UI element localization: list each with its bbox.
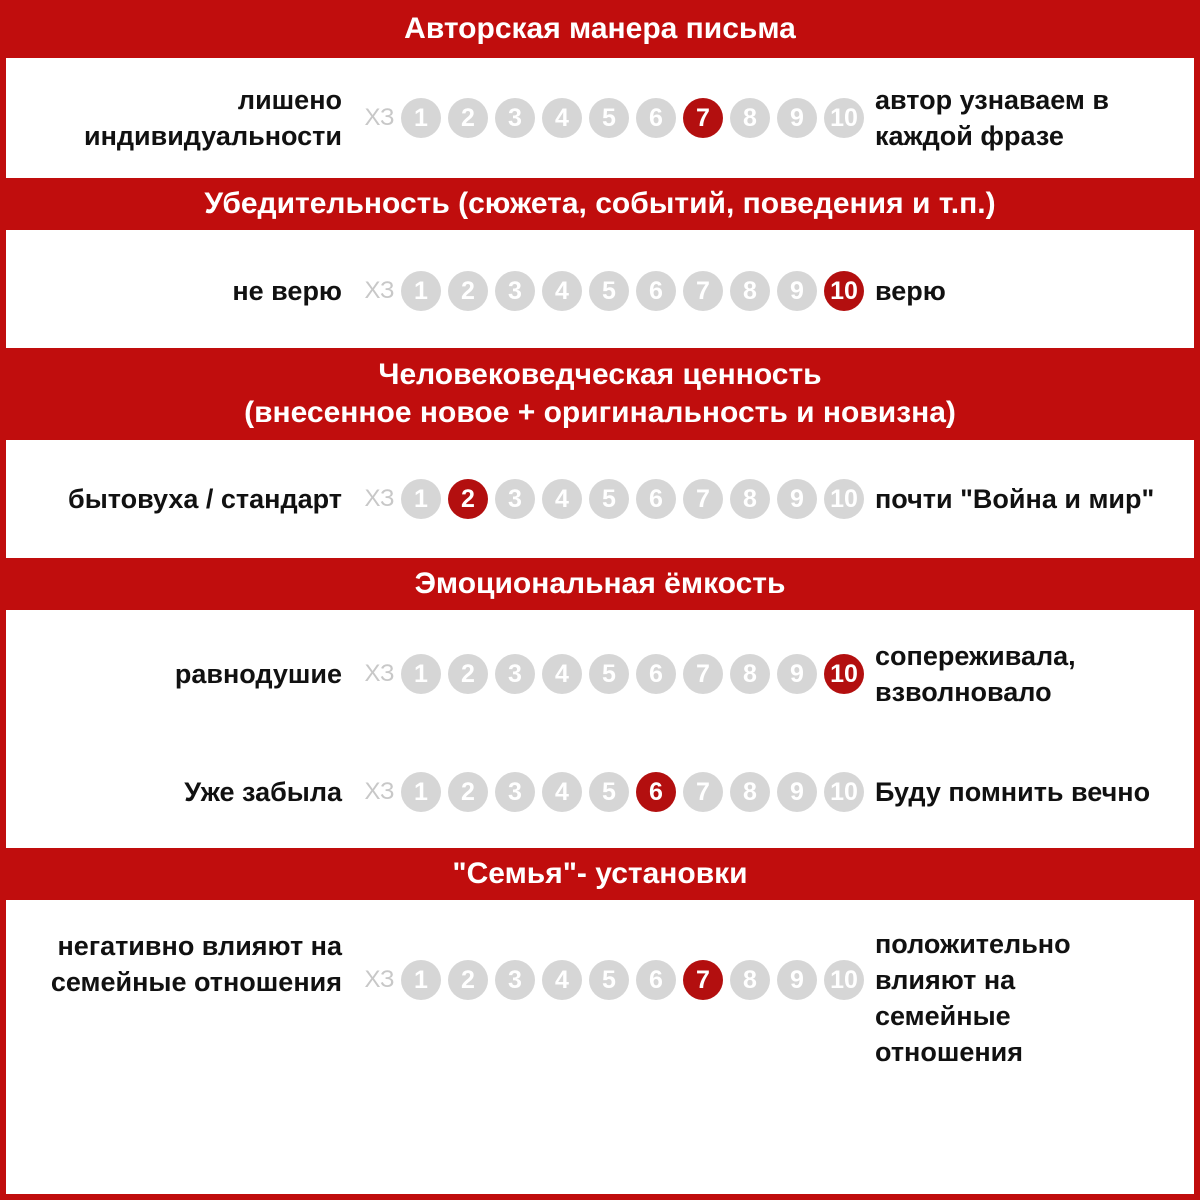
rating-scale (346, 98, 871, 138)
unknown-option[interactable]: ХЗ (364, 966, 395, 993)
rating-row (6, 926, 1194, 1070)
rating-dot[interactable]: 8 (730, 271, 770, 311)
rating-dot[interactable]: 6 (636, 960, 676, 1000)
unknown-option[interactable]: ХЗ (364, 104, 395, 131)
row-right-label: автор узнаваем в каждой фразе (875, 85, 1110, 151)
rating-dot[interactable]: 5 (589, 479, 629, 519)
rating-dot[interactable]: 5 (589, 960, 629, 1000)
row-left-label: Уже забыла (184, 777, 342, 807)
rating-row (6, 82, 1194, 154)
section-title: Убедительность (сюжета, событий, поведения и т.п.) (204, 187, 996, 220)
section-header (6, 848, 1194, 900)
section-title: Человековедческая ценность (внесенное новое + оригинальность и новизна) (244, 358, 956, 429)
rating-dot[interactable]: 10 (824, 98, 864, 138)
section-title: "Семья"- установки (452, 857, 748, 890)
rating-dot[interactable]: 1 (401, 479, 441, 519)
rating-dot[interactable]: 1 (401, 960, 441, 1000)
rating-dot-selected[interactable]: 7 (683, 98, 723, 138)
rating-dot[interactable]: 4 (542, 271, 582, 311)
rating-dot[interactable]: 3 (495, 479, 535, 519)
rating-dot[interactable]: 2 (448, 654, 488, 694)
rating-dot-selected[interactable]: 10 (824, 271, 864, 311)
rating-dot[interactable]: 7 (683, 479, 723, 519)
rating-scale (346, 479, 871, 519)
rating-dot[interactable]: 7 (683, 654, 723, 694)
rating-dot[interactable]: 4 (542, 654, 582, 694)
rating-scale (346, 772, 871, 812)
rating-row (6, 463, 1194, 535)
rating-dot[interactable]: 1 (401, 98, 441, 138)
rating-dot[interactable]: 2 (448, 98, 488, 138)
rating-dot[interactable]: 8 (730, 772, 770, 812)
rating-dot[interactable]: 2 (448, 271, 488, 311)
rating-dot[interactable]: 3 (495, 98, 535, 138)
rating-scale (346, 654, 871, 694)
section-header (6, 0, 1194, 58)
section-panel (6, 440, 1194, 558)
section-header (6, 178, 1194, 230)
unknown-option[interactable]: ХЗ (364, 485, 395, 512)
rating-dot[interactable]: 3 (495, 772, 535, 812)
rating-dot[interactable]: 3 (495, 960, 535, 1000)
rating-dot-selected[interactable]: 7 (683, 960, 723, 1000)
rating-dot[interactable]: 8 (730, 654, 770, 694)
row-right-label: сопереживала, взволновало (875, 641, 1076, 707)
section-title: Эмоциональная ёмкость (414, 567, 786, 600)
unknown-option[interactable]: ХЗ (364, 660, 395, 687)
section-title: Авторская манера письма (404, 12, 796, 45)
rating-row (6, 756, 1194, 828)
rating-dot[interactable]: 2 (448, 772, 488, 812)
rating-dot[interactable]: 9 (777, 960, 817, 1000)
row-left-label: лишено индивидуальности (83, 85, 342, 151)
rating-dot[interactable]: 1 (401, 654, 441, 694)
section-header (6, 558, 1194, 610)
row-right-label: Буду помнить вечно (875, 777, 1151, 807)
rating-dot[interactable]: 10 (824, 479, 864, 519)
rating-dot[interactable]: 8 (730, 960, 770, 1000)
rating-dot[interactable]: 5 (589, 772, 629, 812)
rating-row (6, 638, 1194, 710)
rating-dot[interactable]: 6 (636, 98, 676, 138)
rating-dot[interactable]: 10 (824, 960, 864, 1000)
rating-dot[interactable]: 4 (542, 479, 582, 519)
rating-dot[interactable]: 5 (589, 98, 629, 138)
rating-dot[interactable]: 9 (777, 772, 817, 812)
rating-row (6, 271, 1194, 311)
row-right-label: верю (875, 276, 946, 306)
rating-dot[interactable]: 4 (542, 772, 582, 812)
unknown-option[interactable]: ХЗ (364, 778, 395, 805)
section-panel (6, 610, 1194, 848)
rating-dot-selected[interactable]: 6 (636, 772, 676, 812)
rating-dot[interactable]: 3 (495, 654, 535, 694)
row-right-label: почти "Война и мир" (875, 484, 1155, 514)
row-left-label: негативно влияют на семейные отношения (50, 931, 342, 997)
rating-dot[interactable]: 9 (777, 479, 817, 519)
section-panel (6, 230, 1194, 348)
row-left-label: равнодушие (174, 659, 342, 689)
section-header (6, 348, 1194, 440)
rating-dot[interactable]: 6 (636, 271, 676, 311)
rating-dot[interactable]: 2 (448, 960, 488, 1000)
rating-dot[interactable]: 6 (636, 479, 676, 519)
rating-dot[interactable]: 5 (589, 271, 629, 311)
rating-dot[interactable]: 8 (730, 479, 770, 519)
rating-dot[interactable]: 10 (824, 772, 864, 812)
rating-dot[interactable]: 9 (777, 654, 817, 694)
unknown-option[interactable]: ХЗ (364, 277, 395, 304)
rating-scale (346, 960, 871, 1000)
rating-dot[interactable]: 1 (401, 772, 441, 812)
row-left-label: бытовуха / стандарт (68, 484, 342, 514)
rating-dot[interactable]: 4 (542, 98, 582, 138)
section-panel (6, 58, 1194, 178)
rating-scale (346, 271, 871, 311)
rating-dot[interactable]: 1 (401, 271, 441, 311)
rating-dot[interactable]: 9 (777, 98, 817, 138)
row-left-label: не верю (232, 276, 342, 306)
rating-dot[interactable]: 9 (777, 271, 817, 311)
row-right-label: положительно влияют на семейные отношения (875, 929, 1071, 1067)
rating-dot[interactable]: 7 (683, 772, 723, 812)
rating-dot[interactable]: 5 (589, 654, 629, 694)
rating-dot[interactable]: 8 (730, 98, 770, 138)
rating-dot-selected[interactable]: 10 (824, 654, 864, 694)
rating-dot[interactable]: 6 (636, 654, 676, 694)
section-panel (6, 900, 1194, 1194)
rating-dot[interactable]: 3 (495, 271, 535, 311)
rating-dot[interactable]: 4 (542, 960, 582, 1000)
rating-dot-selected[interactable]: 2 (448, 479, 488, 519)
rating-dot[interactable]: 7 (683, 271, 723, 311)
